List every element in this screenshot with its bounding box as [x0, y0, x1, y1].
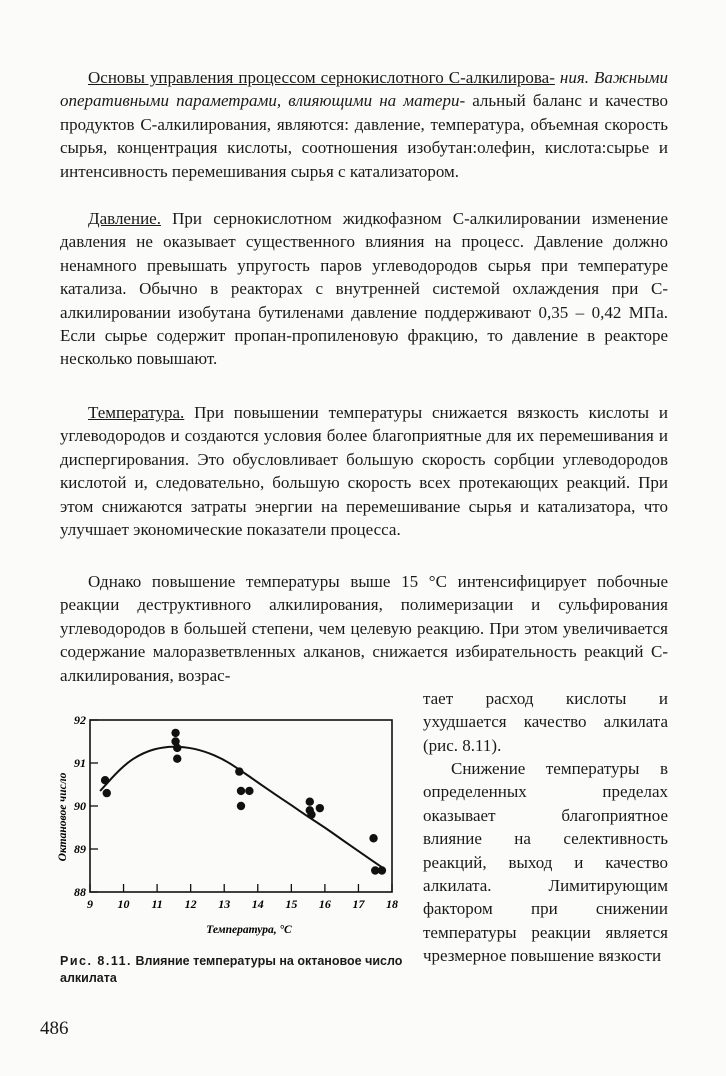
chart-svg — [40, 705, 410, 945]
data-point — [307, 810, 315, 818]
x-tick-label: 9 — [87, 897, 93, 911]
data-points-group — [101, 729, 386, 875]
figure-caption — [60, 953, 412, 987]
side-text-continuation — [423, 687, 668, 757]
data-point — [173, 744, 181, 752]
x-axis-label: Температура, °С — [206, 924, 292, 936]
section-heading-control-basics: Основы управления процессом сернокислотного С-алкилирова- — [88, 68, 555, 87]
y-axis-label: Октановое число — [57, 772, 69, 862]
figure-8-11-chart — [40, 705, 410, 945]
data-point — [235, 767, 243, 775]
page-number: 486 — [40, 1018, 69, 1039]
x-axis-ticks — [87, 884, 398, 911]
x-tick-label: 16 — [318, 897, 331, 911]
data-point — [378, 866, 386, 874]
data-point — [237, 787, 245, 795]
y-tick-label: 88 — [74, 885, 86, 899]
x-tick-label: 14 — [251, 897, 264, 911]
paragraph-body: При повышении температуры снижается вязкость кислоты и углеводородов и создаются условия более благоприятные для их перемешивания и диспергирования. Это обусловливает большую скорость сорбции углеводородов кислотой и, следовательно, большую скорость всех протекающих реакций. При этом снижаются затраты энергии на перемешивание сырья и катализатора, что улучшает экономические показатели процесса. — [60, 403, 668, 540]
y-tick-label: 89 — [74, 842, 86, 856]
x-tick-label: 17 — [352, 897, 365, 911]
section-heading-temperature: Температура. — [88, 403, 185, 422]
italic-lead-sentence: ния. Важными оперативными параметрами, влияющими на матери- — [60, 68, 668, 111]
x-tick-label: 11 — [151, 897, 163, 911]
data-point — [369, 834, 377, 842]
data-point — [306, 798, 314, 806]
paragraph-body: Снижение температуры в определенных пределах оказывает благоприятное влияние на селективность реакций, выход и качество алкилата. Лимитирующим фактором при снижении температуры реакции является чрезмерное повышение вязкости — [423, 759, 668, 966]
x-tick-label: 12 — [184, 897, 197, 911]
x-tick-label: 15 — [285, 897, 298, 911]
data-point — [237, 802, 245, 810]
paragraph-pressure — [60, 207, 668, 371]
section-heading-pressure: Давление. — [88, 209, 161, 228]
y-tick-label: 91 — [74, 756, 86, 770]
y-tick-label: 92 — [74, 713, 86, 727]
paragraph-body: тает расход кислоты и ухудшается качество алкилата (рис. 8.11). — [423, 689, 668, 755]
caption-text: Влияние температуры на октановое число алкилата — [60, 954, 403, 985]
y-tick-label: 90 — [74, 799, 86, 813]
y-axis-ticks — [74, 713, 98, 899]
data-point — [103, 789, 111, 797]
paragraph-body: альный баланс и качество продуктов С-алкилирования, являются: давление, температура, объемная скорость сырья, концентрация кислоты, соотношения изобутан:олефин, кислота:сырье и интенсивность перемешивания сырья с катализатором. — [60, 91, 668, 181]
paragraph-body: При сернокислотном жидкофазном С-алкилировании изменение давления не оказывает существенного влияния на процесс. Давление должно ненамного превышать упругость паров углеводородов сырья при температуре катализа. Обычно в реакторах с внутренней системой охлаждения при С-алкилировании изобутана бутиленами давление поддерживают 0,35 – 0,42 МПа. Если сырье содержит пропан-пропиленовую фракцию, то давление в реакторе несколько повышают. — [60, 209, 668, 369]
x-tick-label: 10 — [117, 897, 130, 911]
x-tick-label: 18 — [386, 897, 398, 911]
data-point — [316, 804, 324, 812]
paragraph-temperature — [60, 401, 668, 541]
data-point — [101, 776, 109, 784]
paragraph-temperature-increase — [60, 570, 668, 687]
paragraph-control-basics — [60, 66, 668, 183]
data-point — [171, 729, 179, 737]
side-text-temperature-decrease — [423, 757, 668, 968]
x-tick-label: 13 — [218, 897, 231, 911]
data-point — [245, 787, 253, 795]
paragraph-body: Однако повышение температуры выше 15 °С интенсифицирует побочные реакции деструктивного алкилирования, полимеризации и сульфирования углеводородов в большей степени, чем целевую реакцию. При этом увеличивается содержание малоразветвленных алканов, снижается избирательность реакций С-алкилирования, возрас- — [60, 572, 668, 685]
data-point — [173, 755, 181, 763]
figure-label: Рис. 8.11. — [60, 954, 133, 968]
